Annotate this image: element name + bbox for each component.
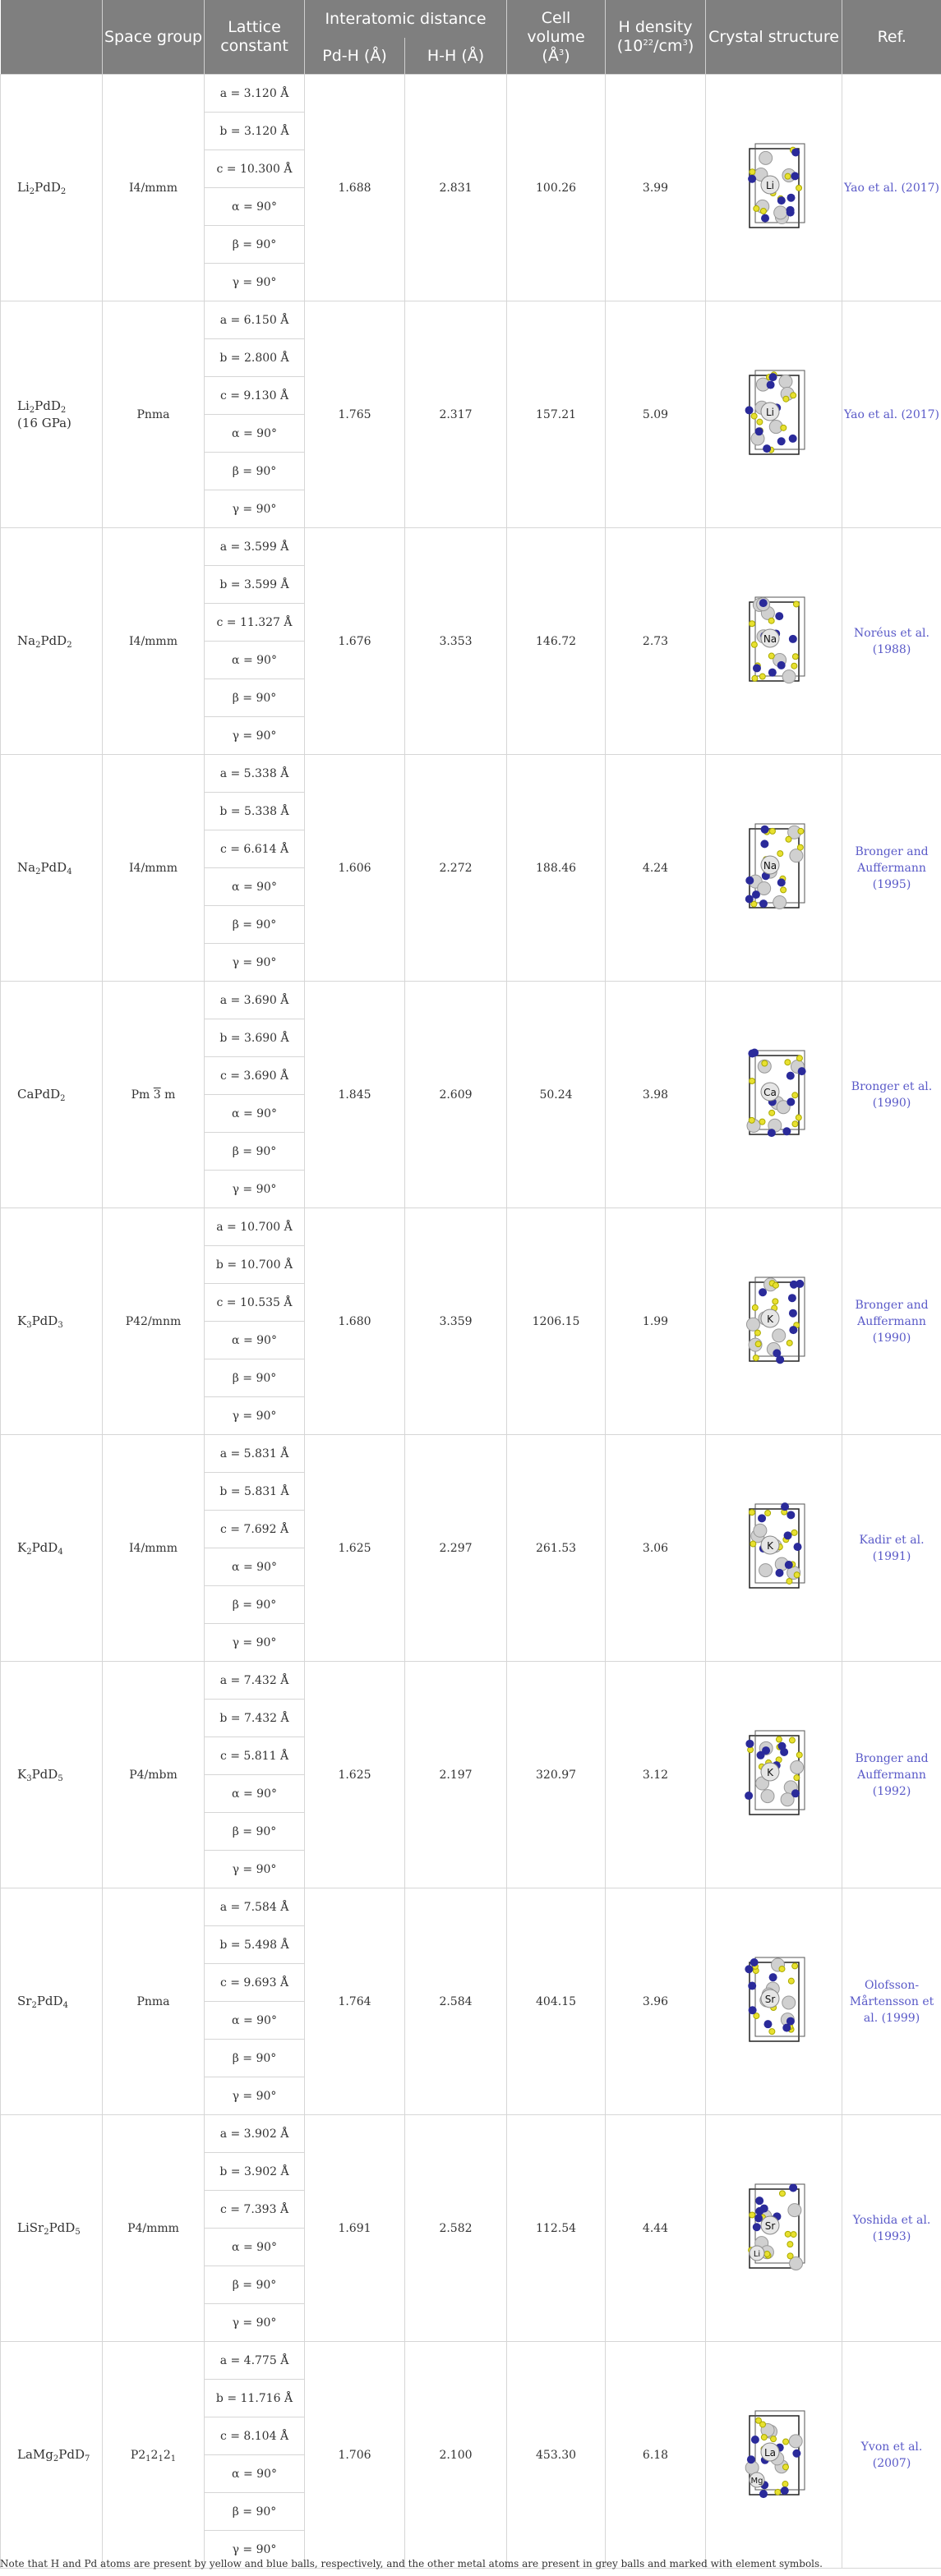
reference-link[interactable]: Bronger et al. (1990) [842, 982, 941, 1208]
space-group: P42/mnm [103, 1208, 205, 1435]
h-h-distance: 2.831 [405, 75, 507, 301]
crystal-structure-image [729, 1272, 819, 1371]
pd-h-distance: 1.625 [305, 1435, 405, 1662]
crystal-structure-image [729, 2179, 819, 2278]
crystal-structure-image [729, 2406, 819, 2505]
reference-link[interactable]: Bronger and Auffermann (1995) [842, 755, 941, 982]
lattice-constant: β = 90° [205, 1359, 305, 1397]
cell-volume: 112.54 [507, 2115, 606, 2342]
h-density: 4.44 [606, 2115, 706, 2342]
lattice-constant: a = 6.150 Å [205, 301, 305, 339]
pd-h-distance: 1.606 [305, 755, 405, 982]
svg-text:Sr: Sr [764, 2220, 775, 2232]
lattice-constant: b = 2.800 Å [205, 339, 305, 377]
crystal-structure-image [729, 1953, 819, 2051]
cell-volume: 261.53 [507, 1435, 606, 1662]
svg-text:K: K [766, 1539, 773, 1552]
cell-volume: 146.72 [507, 528, 606, 755]
table-row [1, 982, 941, 1019]
compound-formula: $Na_2PdD_2$ [1, 528, 103, 755]
lattice-constant: β = 90° [205, 679, 305, 717]
space-group: Pnma [103, 1888, 205, 2115]
space-group: I4/mmm [103, 755, 205, 982]
header-ref: Ref. [842, 0, 941, 75]
space-group: I4/mmm [103, 1435, 205, 1662]
cell-volume: 1206.15 [507, 1208, 606, 1435]
h-h-distance: 2.582 [405, 2115, 507, 2342]
lattice-constant: a = 3.902 Å [205, 2115, 305, 2153]
lattice-constant: γ = 90° [205, 1624, 305, 1662]
h-h-distance: 2.100 [405, 2342, 507, 2569]
space-group: P4/mmm [103, 2115, 205, 2342]
header-hdensity: H density $(10^{22}/cm^3)$ [606, 0, 706, 75]
header-lattice: Lattice constant [205, 0, 305, 75]
lattice-constant: b = 3.690 Å [205, 1019, 305, 1057]
lattice-constant: γ = 90° [205, 264, 305, 301]
crystal-structure-image [729, 139, 819, 237]
compound-formula: $Li_2PdD_2$ [1, 75, 103, 301]
lattice-constant: c = 5.811 Å [205, 1737, 305, 1775]
header-space-group: Space group [103, 0, 205, 75]
header-hh: H-H (Å) [405, 38, 507, 75]
lattice-constant: α = 90° [205, 2002, 305, 2040]
crystal-structure [706, 982, 842, 1208]
lattice-constant: c = 8.104 Å [205, 2417, 305, 2455]
svg-text:K: K [766, 1766, 773, 1778]
reference-link[interactable]: Noréus et al. (1988) [842, 528, 941, 755]
lattice-constant: c = 7.692 Å [205, 1511, 305, 1548]
crystal-structure [706, 1662, 842, 1888]
crystal-structure [706, 1208, 842, 1435]
pd-h-distance: 1.764 [305, 1888, 405, 2115]
lattice-constant: α = 90° [205, 868, 305, 906]
h-h-distance: 3.353 [405, 528, 507, 755]
crystal-structure [706, 1888, 842, 2115]
lattice-constant: b = 7.432 Å [205, 1700, 305, 1737]
h-density: 6.18 [606, 2342, 706, 2569]
table-row [1, 1662, 941, 1700]
pd-h-distance: 1.676 [305, 528, 405, 755]
pd-h-distance: 1.625 [305, 1662, 405, 1888]
lattice-constant: γ = 90° [205, 2531, 305, 2569]
space-group: Pm 3 m [103, 982, 205, 1208]
compound-formula: $K_3PdD_3$ [1, 1208, 103, 1435]
compound-formula: $Sr_2PdD_4$ [1, 1888, 103, 2115]
lattice-constant: β = 90° [205, 1133, 305, 1171]
reference-link[interactable]: Olofsson-Mårtensson et al. (1999) [842, 1888, 941, 2115]
table-row [1, 301, 941, 339]
lattice-constant: β = 90° [205, 1813, 305, 1851]
compound-formula: $K_2PdD_4$ [1, 1435, 103, 1662]
space-group: I4/mmm [103, 75, 205, 301]
pd-h-distance: 1.765 [305, 301, 405, 528]
svg-text:Ca: Ca [763, 1086, 777, 1098]
cell-volume: 404.15 [507, 1888, 606, 2115]
svg-text:K: K [766, 1313, 773, 1325]
compound-formula: LiSr$_2$PdD$_5$ [1, 2115, 103, 2342]
lattice-constant: a = 4.775 Å [205, 2342, 305, 2380]
header-crystal: Crystal structure [706, 0, 842, 75]
table-note: Note that H and Pd atoms are present by yellow and blue balls, respectively, and the other metal atoms are present in grey balls and marked with element symbols. [0, 2558, 823, 2569]
pd-h-distance: 1.691 [305, 2115, 405, 2342]
header-volume: Cell volume $(Å^3)$ [507, 0, 606, 75]
space-group: $P2_12_12_1$ [103, 2342, 205, 2569]
pd-h-distance: 1.688 [305, 75, 405, 301]
lattice-constant: b = 5.831 Å [205, 1473, 305, 1511]
crystal-structure-image [729, 1726, 819, 1824]
svg-text:Li: Li [765, 179, 774, 191]
table-row [1, 528, 941, 566]
h-density: 3.96 [606, 1888, 706, 2115]
h-h-distance: 2.584 [405, 1888, 507, 2115]
lattice-constant: b = 11.716 Å [205, 2380, 305, 2417]
lattice-constant: β = 90° [205, 2493, 305, 2531]
h-density: 2.73 [606, 528, 706, 755]
lattice-constant: c = 6.614 Å [205, 830, 305, 868]
cell-volume: 100.26 [507, 75, 606, 301]
lattice-constant: α = 90° [205, 1548, 305, 1586]
cell-volume: 50.24 [507, 982, 606, 1208]
table-row [1, 1888, 941, 1926]
lattice-constant: α = 90° [205, 642, 305, 679]
cell-volume: 453.30 [507, 2342, 606, 2569]
space-group: I4/mmm [103, 528, 205, 755]
h-density: 5.09 [606, 301, 706, 528]
lattice-constant: b = 3.599 Å [205, 566, 305, 604]
pd-h-distance: 1.706 [305, 2342, 405, 2569]
lattice-constant: c = 7.393 Å [205, 2191, 305, 2229]
lattice-constant: γ = 90° [205, 717, 305, 755]
table-row [1, 75, 941, 113]
reference-link[interactable]: Yao et al. (2017) [842, 301, 941, 528]
h-density: 3.99 [606, 75, 706, 301]
svg-text:Na: Na [763, 632, 777, 645]
lattice-constant: β = 90° [205, 1586, 305, 1624]
table-row [1, 755, 941, 793]
crystal-structure [706, 528, 842, 755]
header-compound [1, 0, 103, 75]
h-h-distance: 3.359 [405, 1208, 507, 1435]
reference-link[interactable]: Yoshida et al. (1993) [842, 2115, 941, 2342]
h-h-distance: 2.297 [405, 1435, 507, 1662]
lattice-constant: c = 9.130 Å [205, 377, 305, 415]
crystal-structure-image [729, 592, 819, 691]
lattice-constant: a = 7.432 Å [205, 1662, 305, 1700]
lattice-constant: a = 3.120 Å [205, 75, 305, 113]
crystal-structure [706, 2342, 842, 2569]
lattice-constant: α = 90° [205, 2455, 305, 2493]
reference-link[interactable]: Yvon et al. (2007) [842, 2342, 941, 2569]
lattice-constant: γ = 90° [205, 490, 305, 528]
h-density: 3.12 [606, 1662, 706, 1888]
table-header [1, 0, 941, 75]
header-pdh: Pd-H (Å) [305, 38, 405, 75]
pd-h-distance: 1.845 [305, 982, 405, 1208]
lattice-constant: α = 90° [205, 415, 305, 453]
table-row [1, 1435, 941, 1473]
lattice-constant: a = 3.690 Å [205, 982, 305, 1019]
svg-text:Li: Li [753, 2249, 760, 2259]
h-h-distance: 2.272 [405, 755, 507, 982]
header-interatomic: Interatomic distance [305, 0, 507, 38]
svg-text:Li: Li [765, 406, 774, 418]
lattice-constant: α = 90° [205, 1095, 305, 1133]
lattice-constant: c = 11.327 Å [205, 604, 305, 642]
lattice-constant: γ = 90° [205, 1171, 305, 1208]
lattice-constant: α = 90° [205, 188, 305, 226]
svg-text:Sr: Sr [764, 1993, 775, 2005]
lattice-constant: b = 5.338 Å [205, 793, 305, 830]
lattice-constant: γ = 90° [205, 2077, 305, 2115]
lattice-constant: a = 5.338 Å [205, 755, 305, 793]
lattice-constant: β = 90° [205, 2266, 305, 2304]
lattice-constant: b = 5.498 Å [205, 1926, 305, 1964]
table-body [1, 75, 941, 2569]
crystal-structure [706, 755, 842, 982]
reference-link[interactable]: Kadir et al. (1991) [842, 1435, 941, 1662]
lattice-constant: a = 10.700 Å [205, 1208, 305, 1246]
svg-text:La: La [763, 2446, 776, 2459]
cell-volume: 320.97 [507, 1662, 606, 1888]
crystal-structure-image [729, 366, 819, 464]
svg-text:Mg: Mg [750, 2476, 763, 2486]
h-h-distance: 2.197 [405, 1662, 507, 1888]
lattice-constant: β = 90° [205, 2040, 305, 2077]
crystal-structure [706, 1435, 842, 1662]
reference-link[interactable]: Yao et al. (2017) [842, 75, 941, 301]
lattice-constant: a = 3.599 Å [205, 528, 305, 566]
lattice-constant: β = 90° [205, 226, 305, 264]
lattice-constant: γ = 90° [205, 944, 305, 982]
lattice-constant: γ = 90° [205, 2304, 305, 2342]
cell-volume: 157.21 [507, 301, 606, 528]
crystal-structure [706, 2115, 842, 2342]
lattice-constant: a = 7.584 Å [205, 1888, 305, 1926]
h-density: 3.98 [606, 982, 706, 1208]
compound-formula: LaMg$_2$PdD$_7$ [1, 2342, 103, 2569]
lattice-constant: α = 90° [205, 1775, 305, 1813]
lattice-constant: γ = 90° [205, 1397, 305, 1435]
lattice-constant: b = 3.902 Å [205, 2153, 305, 2191]
compound-formula: $Li_2PdD_2$ (16 GPa) [1, 301, 103, 528]
compound-formula: CaPdD$_2$ [1, 982, 103, 1208]
h-density: 4.24 [606, 755, 706, 982]
reference-link[interactable]: Bronger and Auffermann (1992) [842, 1662, 941, 1888]
cell-volume: 188.46 [507, 755, 606, 982]
lattice-constant: c = 3.690 Å [205, 1057, 305, 1095]
svg-text:Na: Na [763, 859, 777, 872]
compound-formula: $K_3PdD_5$ [1, 1662, 103, 1888]
lattice-constant: γ = 90° [205, 1851, 305, 1888]
h-density: 1.99 [606, 1208, 706, 1435]
lattice-constant: α = 90° [205, 1322, 305, 1359]
lattice-constant: c = 10.535 Å [205, 1284, 305, 1322]
h-h-distance: 2.609 [405, 982, 507, 1208]
pd-h-distance: 1.680 [305, 1208, 405, 1435]
table-row [1, 2342, 941, 2380]
lattice-constant: β = 90° [205, 453, 305, 490]
h-h-distance: 2.317 [405, 301, 507, 528]
lattice-constant: a = 5.831 Å [205, 1435, 305, 1473]
lattice-constant: c = 10.300 Å [205, 150, 305, 188]
crystal-structure-image [729, 1499, 819, 1598]
table-row [1, 2115, 941, 2153]
lattice-constant: c = 9.693 Å [205, 1964, 305, 2002]
table-row [1, 1208, 941, 1246]
crystal-structure-image [729, 1046, 819, 1144]
compound-formula: $Na_2PdD_4$ [1, 755, 103, 982]
crystal-structure-image [729, 819, 819, 918]
space-group: Pnma [103, 301, 205, 528]
crystal-structure [706, 75, 842, 301]
h-density: 3.06 [606, 1435, 706, 1662]
lattice-constant: b = 10.700 Å [205, 1246, 305, 1284]
lattice-constant: b = 3.120 Å [205, 113, 305, 150]
crystal-structure [706, 301, 842, 528]
lattice-constant: α = 90° [205, 2229, 305, 2266]
space-group: P4/mbm [103, 1662, 205, 1888]
reference-link[interactable]: Bronger and Auffermann (1990) [842, 1208, 941, 1435]
lattice-constant: β = 90° [205, 906, 305, 944]
